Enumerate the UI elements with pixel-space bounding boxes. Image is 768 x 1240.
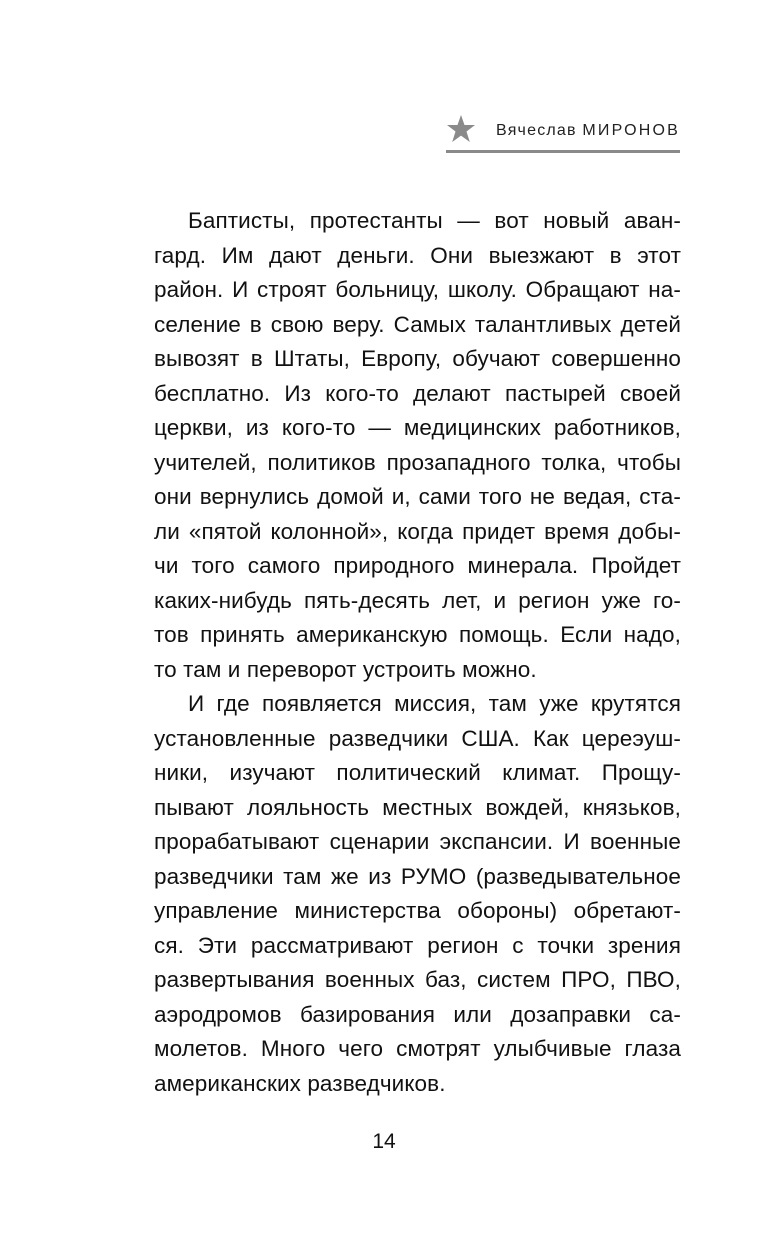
text-line: И где появляется миссия, там уже крутятся xyxy=(188,691,681,716)
text-line: установленные разведчики США. Как цереэуш- xyxy=(154,725,681,751)
body-text xyxy=(154,204,681,1101)
text-line: церкви, из кого-то — медицинских работников, xyxy=(154,415,681,440)
text-line: развертывания военных баз, систем ПРО, ПВО, xyxy=(154,967,681,992)
text-line: чи того самого природного минерала. Пройдет xyxy=(154,553,681,578)
text-line: вывозят в Штаты, Европу, обучают совершенно xyxy=(154,346,681,371)
paragraph-1 xyxy=(154,204,681,687)
text-line: ся. Эти рассматривают регион с точки зрения xyxy=(154,932,681,958)
text-line: учителей, политиков прозападного толка, чтобы xyxy=(154,449,681,475)
text-line: Баптисты, протестанты — вот новый аван- xyxy=(188,208,681,233)
running-header xyxy=(446,112,680,154)
text-line: ли «пятой колонной», когда придет время добы- xyxy=(154,518,681,544)
text-line: молетов. Много чего смотрят улыбчивые глаза xyxy=(154,1036,681,1061)
text-line: каких-нибудь пять-десять лет, и регион уже го- xyxy=(154,587,681,613)
text-line: ники, изучают политический климат. Прощу- xyxy=(154,760,681,785)
text-line: аэродромов базирования или дозаправки са- xyxy=(154,1001,681,1027)
author-name xyxy=(496,122,680,140)
text-line: прорабатывают сценарии экспансии. И военные xyxy=(154,829,681,854)
author-first-name: Вячеслав xyxy=(496,122,577,139)
text-line: гард. Им дают деньги. Они выезжают в этот xyxy=(154,242,681,268)
text-line: бесплатно. Из кого-то делают пастырей своей xyxy=(154,380,681,406)
text-line: тов принять американскую помощь. Если надо, xyxy=(154,622,681,647)
text-line: они вернулись домой и, сами того не ведая, ста- xyxy=(154,484,681,509)
star-icon xyxy=(446,114,476,144)
paragraph-2 xyxy=(154,687,681,1101)
text-line: управление министерства обороны) обретают- xyxy=(154,898,681,923)
text-line: то там и переворот устроить можно. xyxy=(154,656,537,682)
header-rule xyxy=(446,150,680,153)
page-number: 14 xyxy=(372,1130,396,1153)
author-last-name: МИРОНОВ xyxy=(582,122,681,139)
text-line: пывают лояльность местных вождей, князьков, xyxy=(154,794,681,820)
text-line: селение в свою веру. Самых талантливых детей xyxy=(154,311,681,337)
text-line: американских разведчиков. xyxy=(154,1070,446,1096)
text-line: район. И строят больницу, школу. Обращают на- xyxy=(154,277,681,302)
text-line: разведчики там же из РУМО (разведывательное xyxy=(154,863,681,889)
